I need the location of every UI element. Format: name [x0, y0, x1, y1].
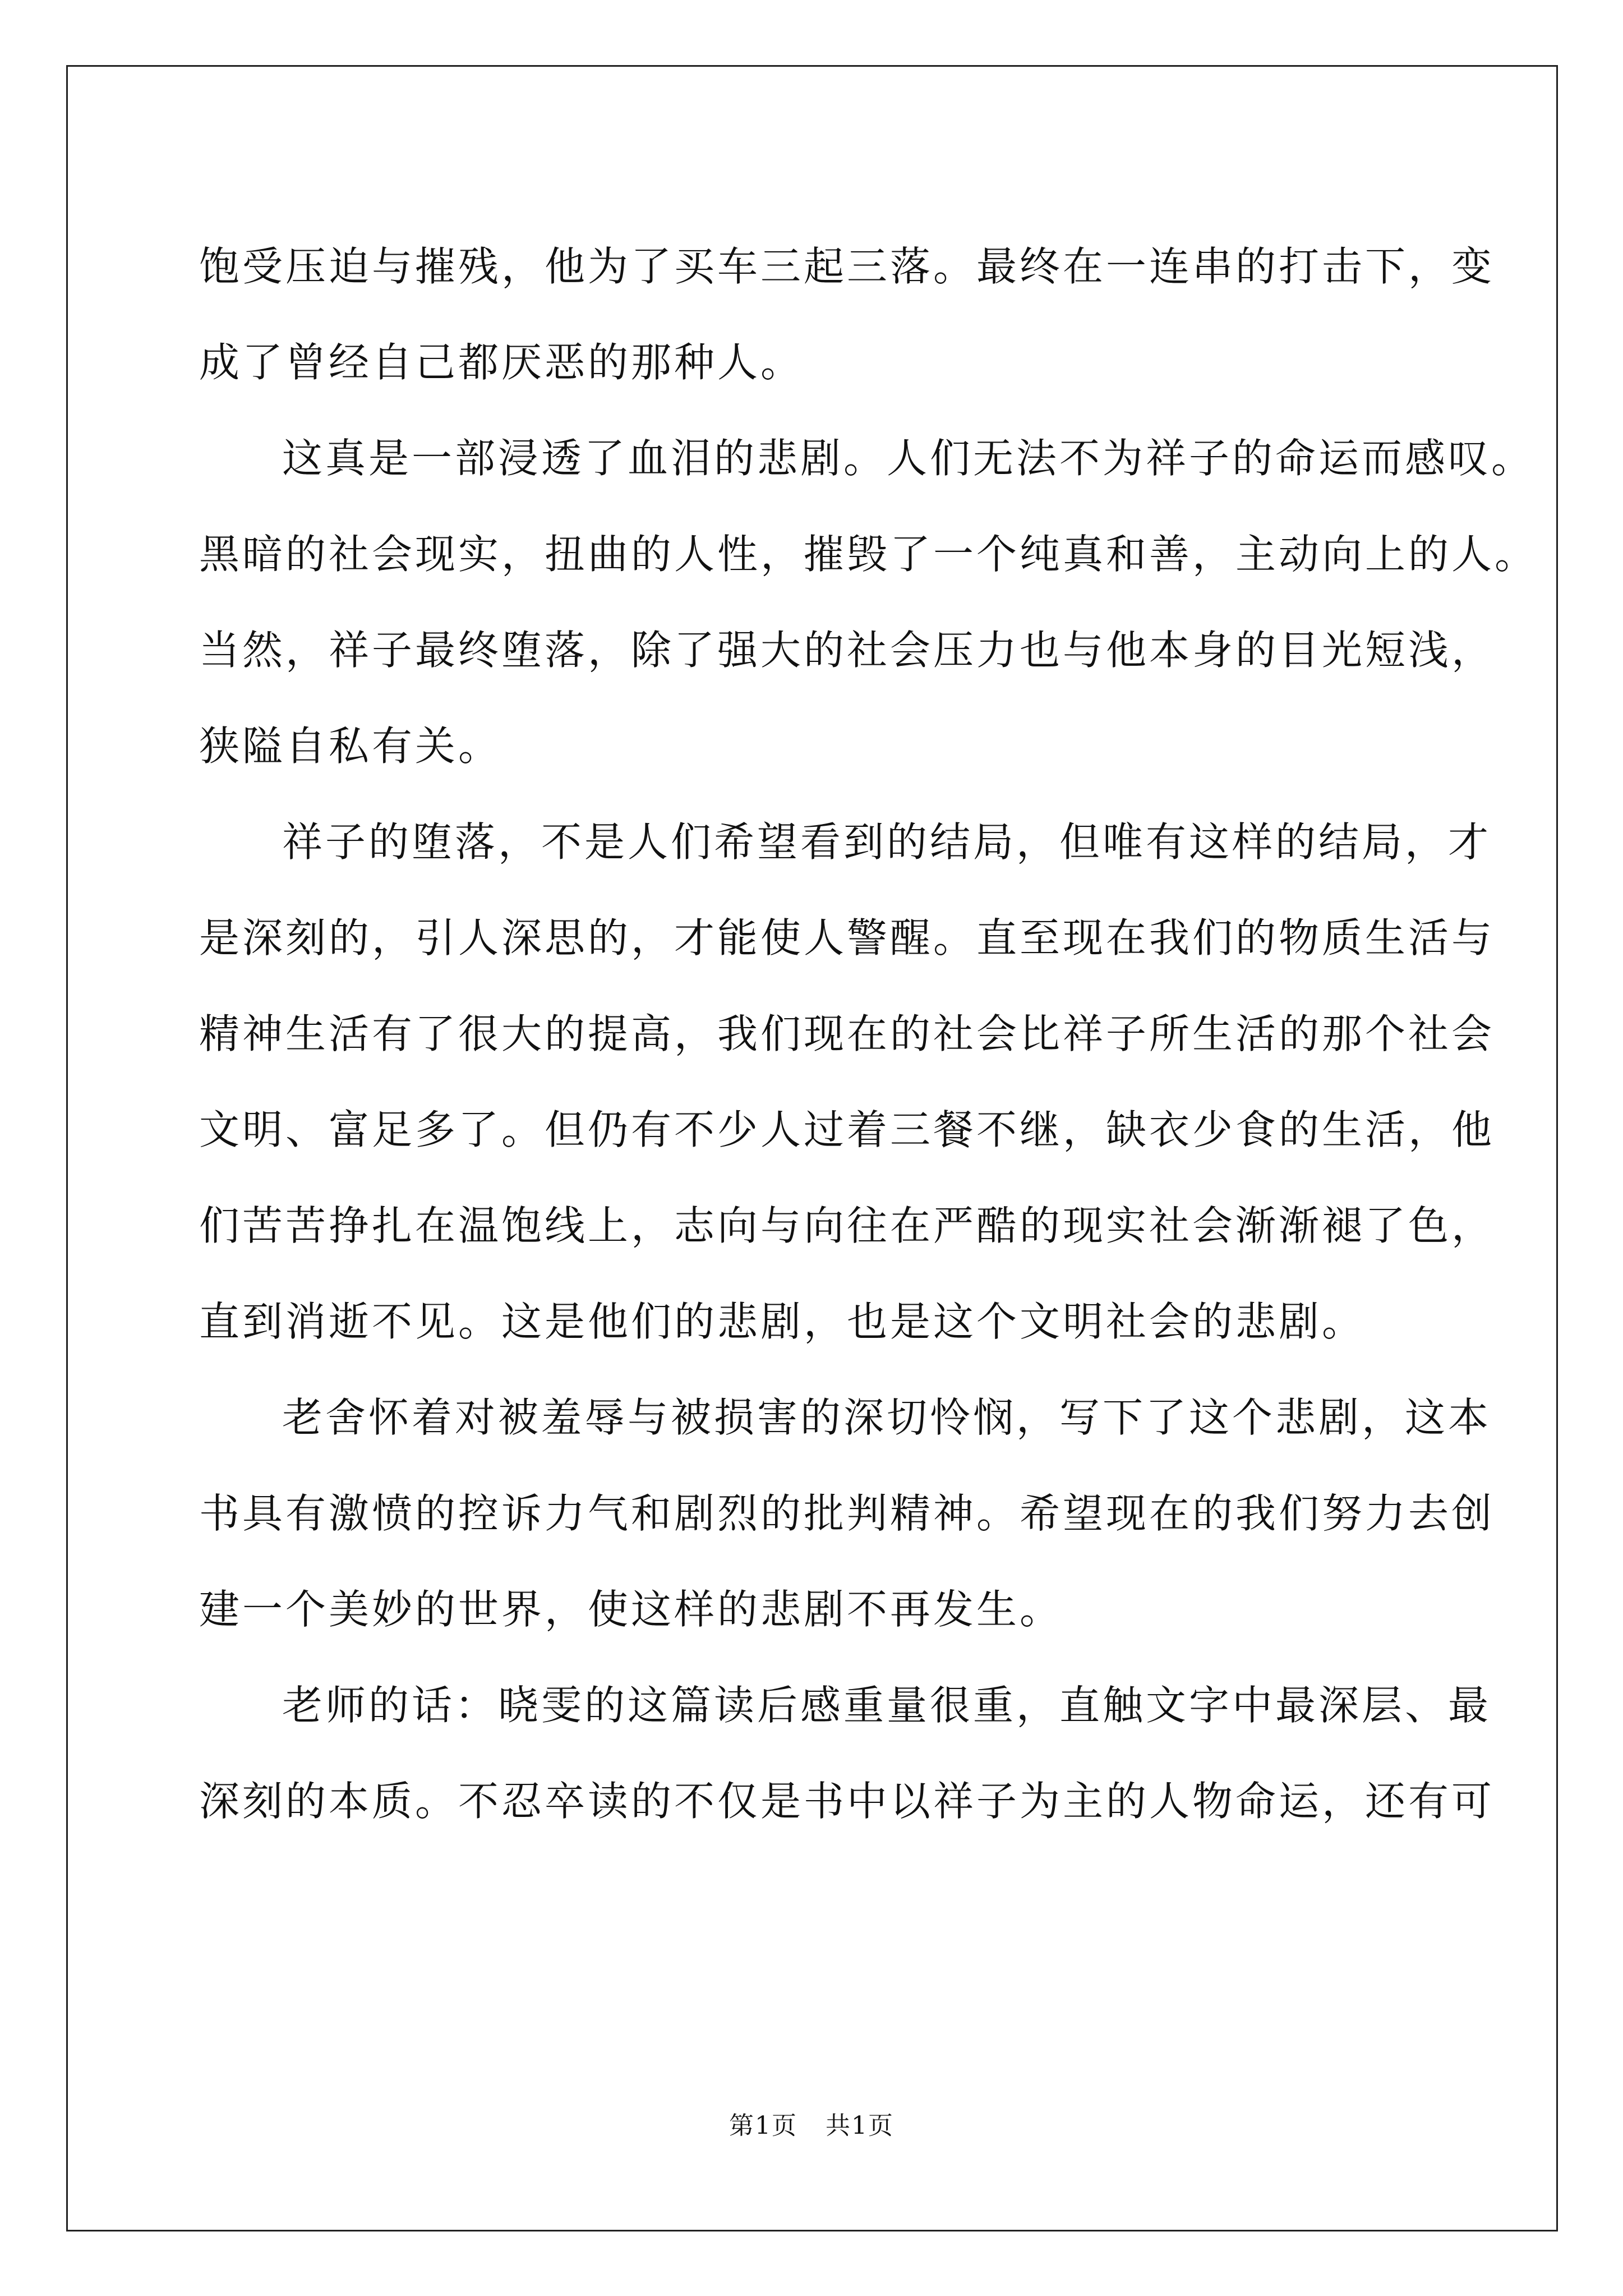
document-body [199, 219, 1538, 1849]
text-line: 建一个美妙的世界，使这样的悲剧不再发生。 [199, 1586, 1063, 1633]
text-line: 直到消逝不见。这是他们的悲剧，也是这个文明社会的悲剧。 [199, 1298, 1366, 1345]
text-line: 文明、富足多了。但仍有不少人过着三餐不继，缺衣少食的生活，他 [199, 1106, 1495, 1153]
text-line: 老师的话：晓雯的这篇读后感重量很重，直触文字中最深层、最 [282, 1682, 1492, 1729]
text-line: 书具有激愤的控诉力气和剧烈的批判精神。希望现在的我们努力去创 [199, 1490, 1495, 1537]
text-line: 祥子的堕落，不是人们希望看到的结局，但唯有这样的结局，才 [282, 818, 1492, 866]
text-line: 黑暗的社会现实，扭曲的人性，摧毁了一个纯真和善，主动向上的人。 [199, 531, 1538, 578]
text-line: 狭隘自私有关。 [199, 723, 502, 770]
text-line: 老舍怀着对被羞辱与被损害的深切怜悯，写下了这个悲剧，这本 [282, 1394, 1492, 1441]
page-total: 共1页 [826, 2111, 894, 2140]
text-line: 饱受压迫与摧残，他为了买车三起三落。最终在一连串的打击下，变 [199, 243, 1495, 290]
text-line: 们苦苦挣扎在温饱线上，志向与向往在严酷的现实社会渐渐褪了色， [199, 1202, 1495, 1249]
text-line: 这真是一部浸透了血泪的悲剧。人们无法不为祥子的命运而感叹。 [282, 435, 1535, 482]
text-line: 当然，祥子最终堕落，除了强大的社会压力也与他本身的目光短浅， [199, 627, 1495, 674]
page-number: 第1页 [729, 2111, 797, 2140]
text-line: 是深刻的，引人深思的，才能使人警醒。直至现在我们的物质生活与 [199, 914, 1495, 961]
page-footer [0, 2109, 1623, 2143]
text-line: 成了曾经自己都厌恶的那种人。 [199, 339, 804, 386]
text-line: 精神生活有了很大的提高，我们现在的社会比祥子所生活的那个社会 [199, 1010, 1495, 1057]
text-line: 深刻的本质。不忍卒读的不仅是书中以祥子为主的人物命运，还有可 [199, 1778, 1495, 1825]
